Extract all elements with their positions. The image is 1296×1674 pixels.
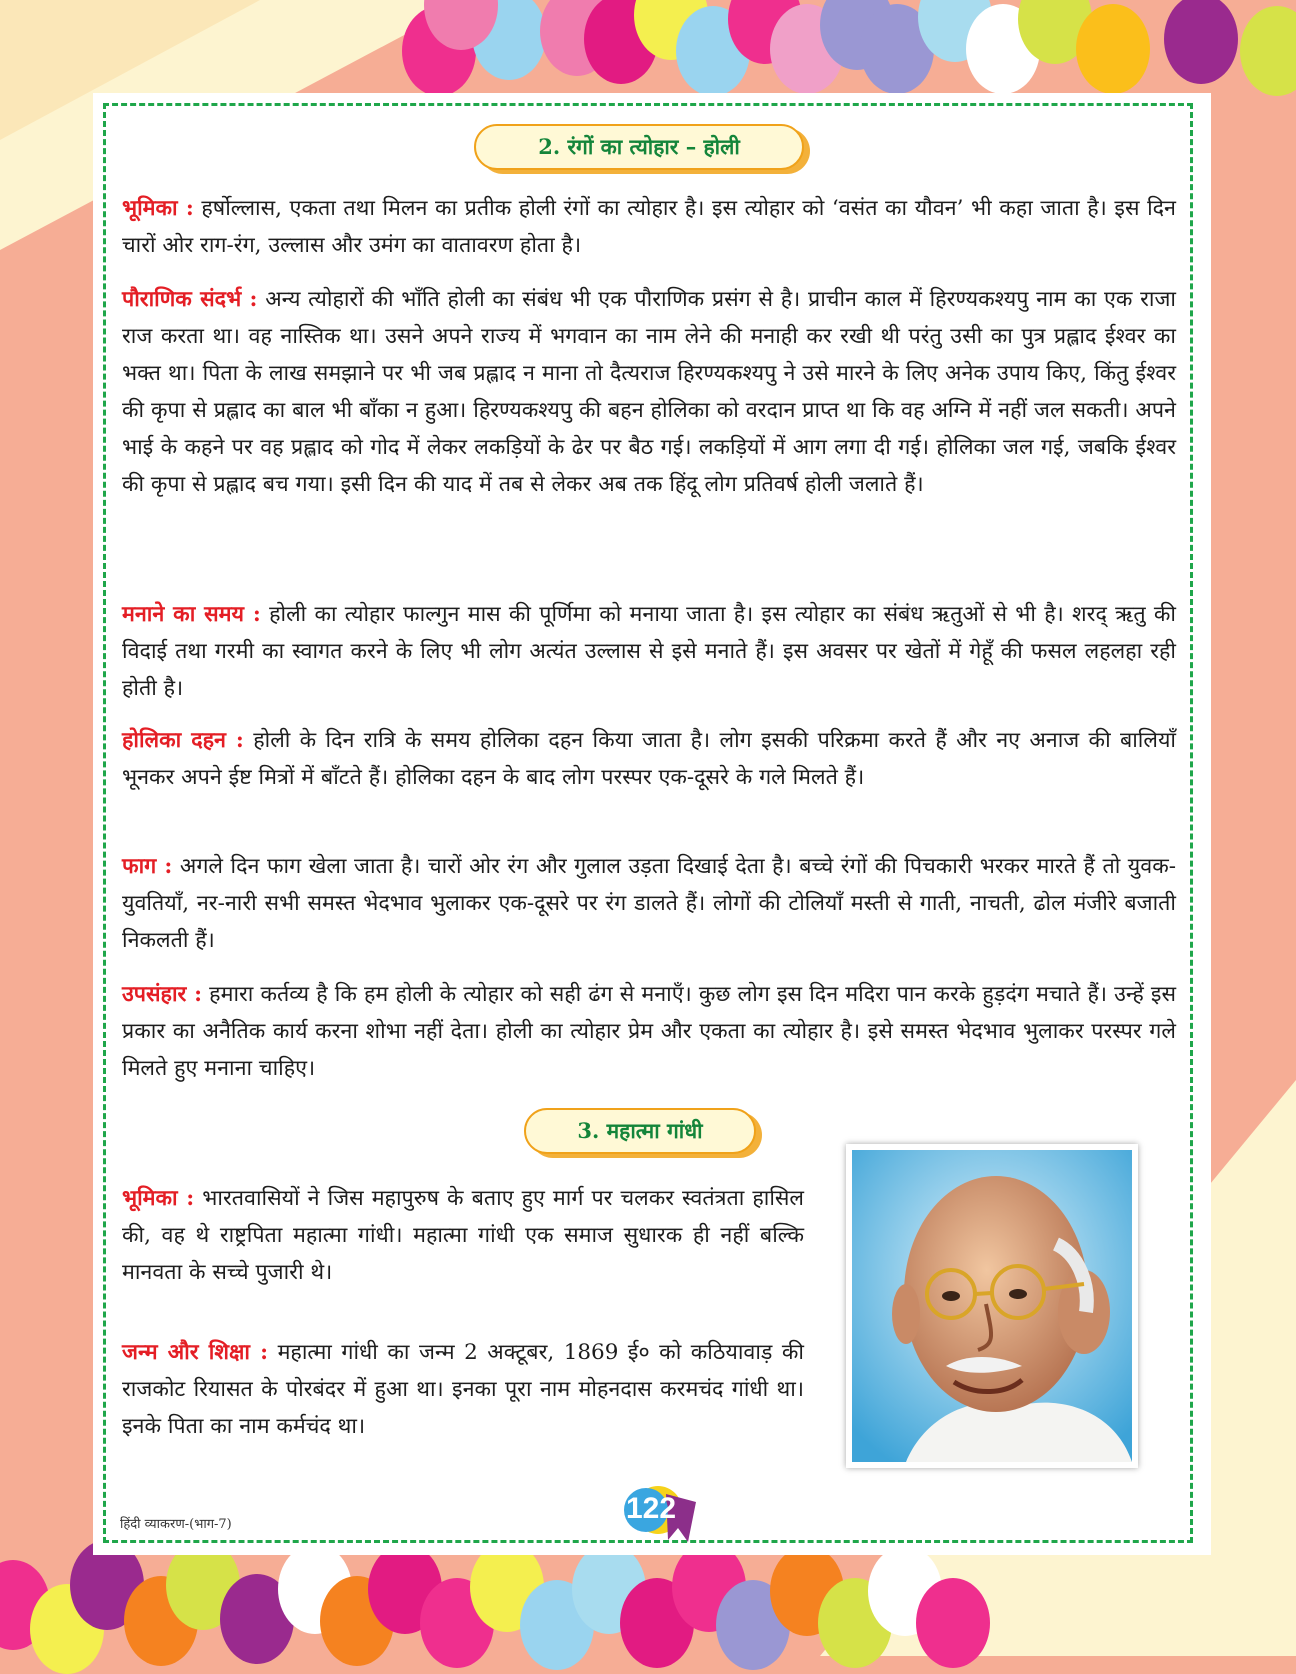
section-text: हर्षोल्लास, एकता तथा मिलन का प्रतीक होली रंगों का त्योहार है। इस त्योहार को ‘वसंत का यौवन’ भी कहा जाता है। इस दिन चारों ओर राग-रंग, उल्लास और उमंग का वातावरण होता है। bbox=[122, 196, 1176, 258]
essay2-section-conclusion bbox=[122, 976, 1176, 1087]
section-heading: उपसंहार : bbox=[122, 982, 203, 1007]
section-text: अन्य त्योहारों की भाँति होली का संबंध भी एक पौराणिक प्रसंग से है। प्राचीन काल में हिरण्यकश्यपु नाम का एक राजा राज करता था। वह नास्तिक था। उसने अपने राज्य में भगवान का नाम लेने की मनाही कर रखी थी परंतु उसी का पुत्र प्रह्लाद ईश्वर का भक्त था। पिता के लाख समझाने पर भी जब प्रह्लाद न माना तो दैत्यराज हिरण्यकश्यपु ने उसे मारने के लिए अनेक उपाय किए, किंतु ईश्वर की कृपा से प्रह्लाद का बाल भी बाँका न हुआ। हिरण्यकश्यपु की बहन होलिका को वरदान प्राप्त था कि वह अग्नि में नहीं जल सकती। अपने भाई के कहने पर वह प्रह्लाद को गोद में लेकर लकड़ियों के ढेर पर बैठ गई। लकड़ियों में आग लगा दी गई। होलिका जल गई, जबकि ईश्वर की कृपा से प्रह्लाद बच गया। इसी दिन की याद में तब से लेकर अब तक हिंदू लोग प्रतिवर्ष होली जलाते हैं। bbox=[122, 287, 1176, 497]
section-heading: होलिका दहन : bbox=[122, 728, 244, 753]
essay2-section-mythology bbox=[122, 281, 1176, 503]
section-text: भारतवासियों ने जिस महापुरुष के बताए हुए मार्ग पर चलकर स्वतंत्रता हासिल की, वह थे राष्ट्रपिता महात्मा गांधी। महात्मा गांधी एक समाज सुधारक ही नहीं बल्कि मानवता के सच्चे पुजारी थे। bbox=[122, 1186, 804, 1285]
section-heading: भूमिका : bbox=[122, 1186, 195, 1211]
section-heading: भूमिका : bbox=[122, 196, 194, 221]
book-title: हिंदी व्याकरण-(भाग-7) bbox=[120, 1517, 232, 1532]
portrait-illustration bbox=[846, 1144, 1138, 1468]
section-text: होली के दिन रात्रि के समय होलिका दहन किया जाता है। लोग इसकी परिक्रमा करते हैं और नए अनाज की बालियाँ भूनकर अपने ईष्ट मित्रों में बाँटते हैं। होलिका दहन के बाद लोग परस्पर एक-दूसरे के गले मिलते हैं। bbox=[122, 728, 1176, 790]
decor-dot bbox=[916, 1578, 990, 1668]
essay2-section-phag bbox=[122, 848, 1176, 959]
essay2-section-time bbox=[122, 596, 1176, 707]
essay3-section-birth bbox=[122, 1334, 804, 1445]
essay3-section-intro bbox=[122, 1180, 804, 1291]
section-text: महात्मा गांधी का जन्म 2 अक्टूबर, 1869 ई० को कठियावाड़ की राजकोट रियासत के पोरबंदर में हुआ था। इनका पूरा नाम मोहनदास करमचंद गांधी था। इनके पिता का नाम कर्मचंद था। bbox=[122, 1340, 805, 1439]
section-text: होली का त्योहार फाल्गुन मास की पूर्णिमा को मनाया जाता है। इस त्योहार का संबंध ऋतुओं से भी है। शरद् ऋतु की विदाई तथा गरमी का स्वागत करने के लिए भी लोग अत्यंत उल्लास से इसे मनाते हैं। इस अवसर पर खेतों में गेहूँ की फसल लहलहा रही होती है। bbox=[122, 602, 1177, 701]
decor-dot bbox=[1076, 4, 1150, 94]
page-number: 122 bbox=[626, 1492, 677, 1525]
essay2-section-holika bbox=[122, 722, 1176, 796]
page-number-badge bbox=[618, 1484, 708, 1540]
section-heading: फाग : bbox=[122, 854, 173, 879]
section-heading: पौराणिक संदर्भ : bbox=[122, 287, 258, 312]
essay2-title: 2. रंगों का त्योहार – होली bbox=[474, 124, 804, 170]
section-heading: मनाने का समय : bbox=[122, 602, 261, 627]
section-text: अगले दिन फाग खेला जाता है। चारों ओर रंग और गुलाल उड़ता दिखाई देता है। बच्चे रंगों की पिचकारी भरकर मारते हैं तो युवक-युवतियाँ, नर-नारी सभी समस्त भेदभाव भुलाकर एक-दूसरे पर रंग डालते हैं। लोगों की टोलियाँ मस्ती से गाती, नाचती, ढोल मंजीरे बजाती निकलती हैं। bbox=[122, 854, 1176, 953]
section-text: हमारा कर्तव्य है कि हम होली के त्योहार को सही ढंग से मनाएँ। कुछ लोग इस दिन मदिरा पान करके हुड़दंग मचाते हैं। उन्हें इस प्रकार का अनैतिक कार्य करना शोभा नहीं देता। होली का त्योहार प्रेम और एकता का त्योहार है। इसे समस्त भेदभाव भुलाकर परस्पर गले मिलते हुए मनाना चाहिए। bbox=[122, 982, 1176, 1081]
gandhi-portrait bbox=[846, 1144, 1138, 1468]
essay3-title: 3. महात्मा गांधी bbox=[524, 1108, 756, 1154]
essay2-section-intro bbox=[122, 190, 1176, 264]
section-heading: जन्म और शिक्षा : bbox=[122, 1340, 269, 1365]
